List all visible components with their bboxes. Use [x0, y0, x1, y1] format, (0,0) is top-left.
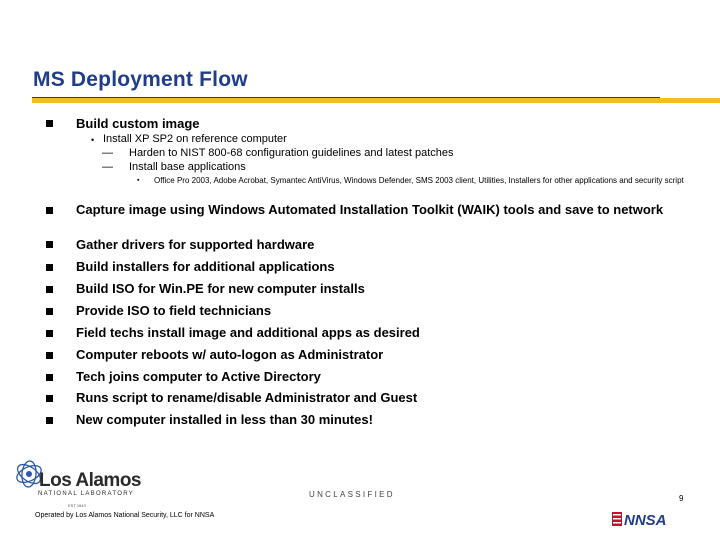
sub-bullet-dot-icon: •	[91, 135, 95, 145]
bullet-square-icon	[46, 308, 53, 315]
bullet-square-icon	[46, 207, 53, 214]
nnsa-logo-icon	[612, 510, 686, 528]
sub-sub-list-item: Harden to NIST 800-68 configuration guidelines and latest patches	[129, 147, 454, 159]
nnsa-logo-text: NNSA	[624, 512, 667, 528]
title-underline-gold	[32, 98, 720, 103]
list-item: Field techs install image and additional apps as desired	[76, 325, 420, 340]
page-number: 9	[679, 494, 684, 503]
slide-title: MS Deployment Flow	[33, 68, 248, 91]
list-item: Tech joins computer to Active Directory	[76, 369, 321, 384]
list-item: New computer installed in less than 30 minutes!	[76, 412, 373, 427]
sub-sub-dash-icon: —	[102, 161, 113, 173]
list-item: Build installers for additional applications	[76, 259, 335, 274]
logo-name: Los Alamos	[39, 470, 141, 491]
sub-sub-dash-icon: —	[102, 147, 113, 159]
sub-sub-list-item: Install base applications	[129, 161, 246, 173]
title-underline-blue	[32, 97, 660, 98]
list-item: Provide ISO to field technicians	[76, 303, 272, 318]
bullet-square-icon	[46, 120, 53, 127]
bullet-square-icon	[46, 241, 53, 248]
list-item: Build custom image	[76, 116, 200, 131]
bullet-square-icon	[46, 264, 53, 271]
detail-text: Office Pro 2003, Adobe Acrobat, Symantec AntiVirus, Windows Defender, SMS 2003 client, Utilities, Installers for other applications and security script	[154, 176, 684, 185]
bullet-square-icon	[46, 286, 53, 293]
list-item: Gather drivers for supported hardware	[76, 237, 315, 252]
bullet-square-icon	[46, 417, 53, 424]
bullet-square-icon	[46, 330, 53, 337]
bullet-square-icon	[46, 395, 53, 402]
operated-by-text: Operated by Los Alamos National Security, LLC for NNSA	[35, 512, 215, 519]
logo-established: EST 1943	[68, 503, 86, 508]
bullet-square-icon	[46, 374, 53, 381]
list-item: Build ISO for Win.PE for new computer installs	[76, 281, 365, 296]
list-item: Runs script to rename/disable Administrator and Guest	[76, 390, 418, 405]
sub-list-item: Install XP SP2 on reference computer	[103, 133, 287, 145]
logo-subtitle: NATIONAL LABORATORY	[38, 491, 135, 497]
bullet-square-icon	[46, 352, 53, 359]
detail-square-icon: ▪	[137, 177, 140, 184]
list-item: Computer reboots w/ auto-logon as Administrator	[76, 347, 384, 362]
classification-label: UNCLASSIFIED	[309, 490, 395, 499]
list-item: Capture image using Windows Automated Installation Toolkit (WAIK) tools and save to network	[76, 202, 664, 217]
